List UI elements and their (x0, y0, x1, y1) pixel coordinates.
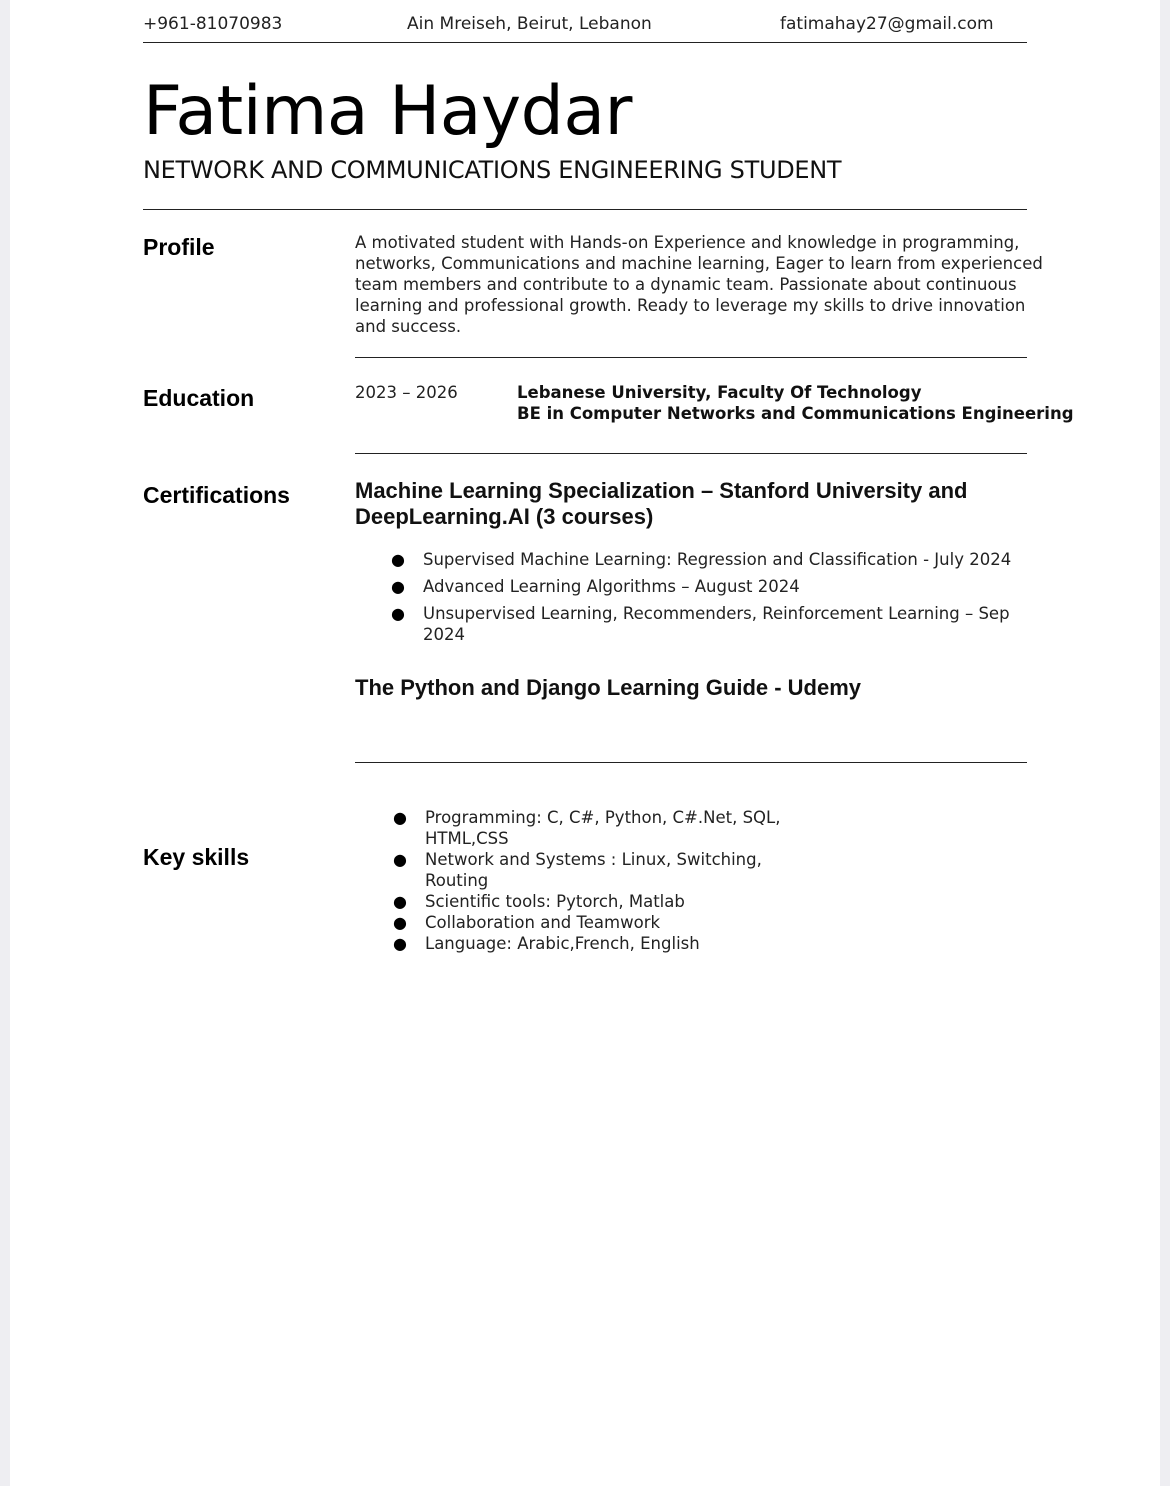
list-item (389, 891, 789, 912)
contact-phone: +961-81070983 (143, 14, 283, 34)
skill-text: Programming: C, C#, Python, C#.Net, SQL, HTML,CSS (425, 808, 781, 848)
bullet-icon: ● (391, 577, 405, 596)
bullet-icon: ● (391, 604, 405, 623)
bullet-icon: ● (393, 934, 407, 953)
bullet-icon: ● (393, 892, 407, 911)
education-degree: BE in Computer Networks and Communications Engineering (517, 404, 1074, 423)
certifications-divider (355, 762, 1027, 763)
person-name: Fatima Haydar (143, 72, 632, 151)
title-divider (143, 209, 1027, 210)
course-text: Advanced Learning Algorithms – August 2024 (423, 577, 800, 596)
skill-text: Network and Systems : Linux, Switching, Routing (425, 850, 762, 890)
bullet-icon: ● (393, 913, 407, 932)
contact-address: Ain Mreiseh, Beirut, Lebanon (407, 14, 652, 34)
certification-course-list (387, 550, 1027, 652)
header-divider (143, 42, 1027, 43)
person-title: NETWORK AND COMMUNICATIONS ENGINEERING STUDENT (143, 156, 842, 184)
education-heading: Education (143, 385, 255, 411)
list-item (389, 912, 789, 933)
skills-list (389, 807, 789, 954)
bullet-icon: ● (391, 550, 405, 569)
education-years: 2023 – 2026 (355, 383, 458, 402)
bullet-icon: ● (393, 850, 407, 869)
certification-title-2: The Python and Django Learning Guide - Udemy (355, 675, 862, 700)
profile-heading: Profile (143, 234, 215, 260)
resume-page (10, 0, 1160, 1486)
profile-divider (355, 357, 1027, 358)
list-item (389, 807, 789, 849)
list-item (389, 849, 789, 891)
profile-text: A motivated student with Hands-on Experience and knowledge in programming, networks, Communications and machine learning, Eager to learn from experienced team members and contribute to a dynamic team. Passionate about continuous learning and professional growth. Ready to leverage my skills to drive innovation and success. (355, 233, 1043, 336)
skill-text: Scientific tools: Pytorch, Matlab (425, 892, 685, 911)
bullet-icon: ● (393, 808, 407, 827)
certifications-heading: Certifications (143, 482, 290, 508)
course-text: Unsupervised Learning, Recommenders, Reinforcement Learning – Sep 2024 (423, 604, 1010, 644)
education-divider (355, 453, 1027, 454)
education-school: Lebanese University, Faculty Of Technology (517, 383, 922, 402)
contact-email: fatimahay27@gmail.com (780, 14, 994, 34)
skill-text: Language: Arabic,French, English (425, 934, 700, 953)
skills-heading: Key skills (143, 844, 250, 870)
list-item (387, 550, 1027, 571)
course-text: Supervised Machine Learning: Regression and Classification - July 2024 (423, 550, 1012, 569)
list-item (387, 604, 1027, 645)
list-item (389, 933, 789, 954)
list-item (387, 577, 1027, 598)
certification-title: Machine Learning Specialization – Stanford University and DeepLearning.AI (3 courses) (355, 478, 968, 529)
skill-text: Collaboration and Teamwork (425, 913, 661, 932)
